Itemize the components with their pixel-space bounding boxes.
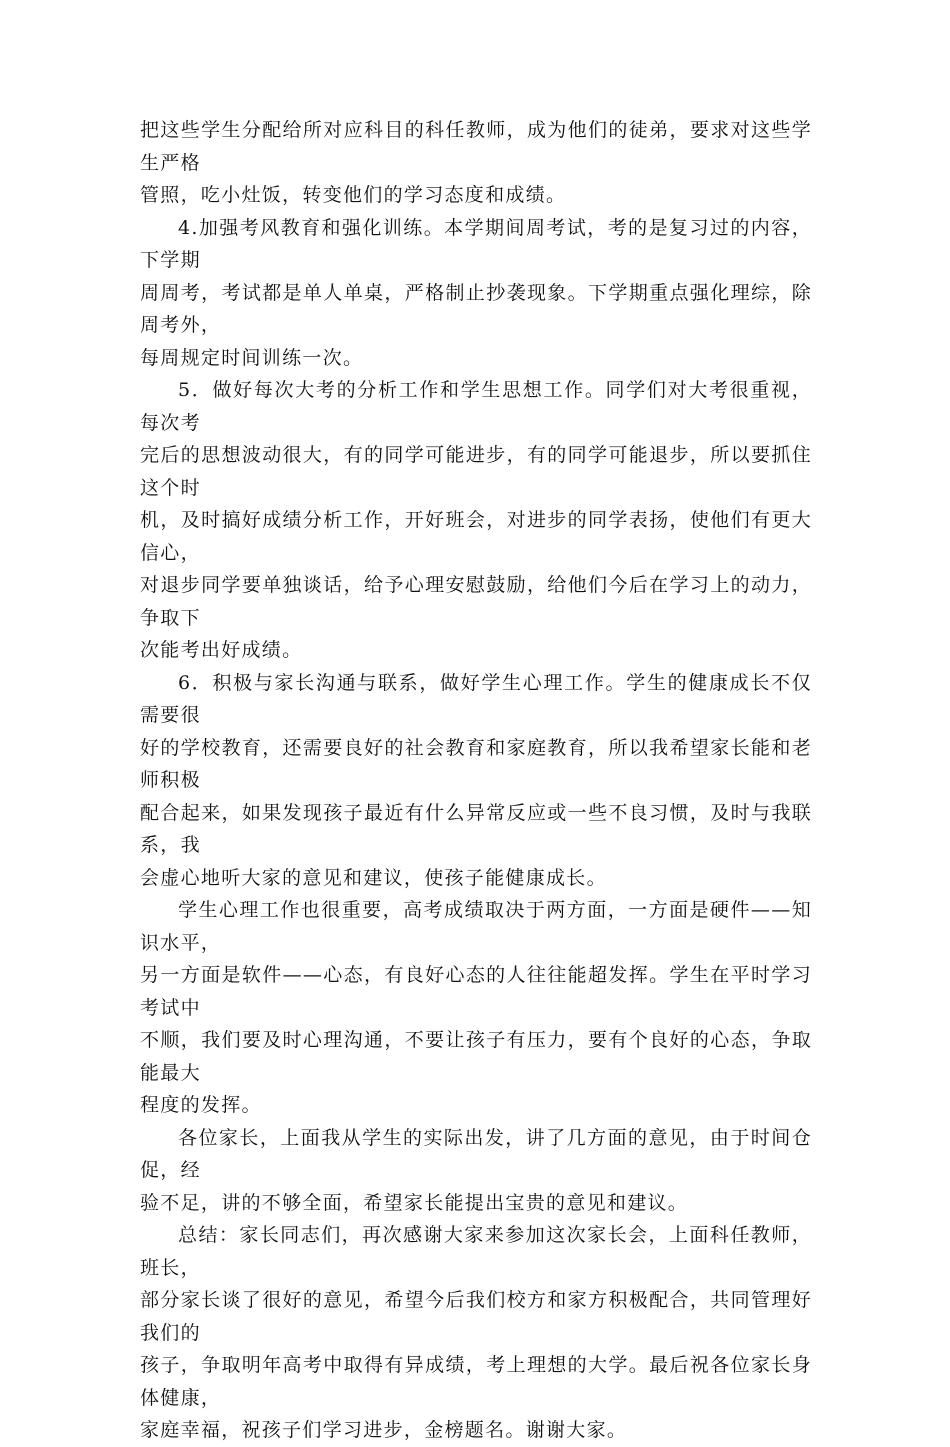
- paragraph-3-line-5: 次能考出好成绩。: [140, 639, 303, 661]
- paragraph-7-line-4: 家庭幸福，祝孩子们学习进步，金榜题名。谢谢大家。: [140, 1419, 628, 1441]
- paragraph-4-line-2: 好的学校教育，还需要良好的社会教育和家庭教育，所以我希望家长能和老师积极: [140, 736, 812, 791]
- paragraph-4-line-3: 配合起来，如果发现孩子最近有什么异常反应或一些不良习惯，及时与我联系，我: [140, 801, 812, 856]
- paragraph-7-line-2: 部分家长谈了很好的意见，希望今后我们校方和家方积极配合，共同管理好我们的: [140, 1289, 812, 1344]
- paragraph-1: [140, 114, 812, 212]
- paragraph-4-line-4: 会虚心地听大家的意见和建议，使孩子能健康成长。: [140, 866, 607, 889]
- paragraph-5-line-1: 学生心理工作也很重要，高考成绩取决于两方面，一方面是硬件——知识水平，: [140, 899, 812, 954]
- paragraph-4: [140, 667, 812, 895]
- paragraph-6-line-2: 验不足，讲的不够全面，希望家长能提出宝贵的意见和建议。: [140, 1191, 689, 1214]
- paragraph-2-line-2: 周周考，考试都是单人单桌，严格制止抄袭现象。下学期重点强化理综，除周考外，: [140, 281, 812, 336]
- paragraph-6: [140, 1122, 812, 1220]
- paragraph-6-line-1: 各位家长，上面我从学生的实际出发，讲了几方面的意见，由于时间仓促，经: [140, 1126, 812, 1181]
- paragraph-3-line-3: 机，及时搞好成绩分析工作，开好班会，对进步的同学表扬，使他们有更大信心，: [140, 509, 812, 564]
- paragraph-5-line-2: 另一方面是软件——心态，有良好心态的人往往能超发挥。学生在平时学习考试中: [140, 964, 812, 1019]
- paragraph-1-line-2: 管照，吃小灶饭，转变他们的学习态度和成绩。: [140, 184, 567, 206]
- paragraph-3-line-1: 5．做好每次大考的分析工作和学生思想工作。同学们对大考很重视，每次考: [140, 379, 812, 434]
- paragraph-2-line-1: 4.加强考风教育和强化训练。本学期间周考试，考的是复习过的内容，下学期: [140, 216, 812, 271]
- paragraph-2-line-3: 每周规定时间训练一次。: [140, 346, 364, 369]
- paragraph-1-line-1: 把这些学生分配给所对应科目的科任教师，成为他们的徒弟，要求对这些学生严格: [140, 119, 812, 174]
- paragraph-4-line-1: 6．积极与家长沟通与联系，做好学生心理工作。学生的健康成长不仅需要很: [140, 671, 812, 726]
- paragraph-2: [140, 212, 812, 375]
- paragraph-3: [140, 374, 812, 667]
- paragraph-5-line-3: 不顺，我们要及时心理沟通，不要让孩子有压力，要有个良好的心态，争取能最大: [140, 1029, 812, 1084]
- paragraph-5: [140, 894, 812, 1122]
- paragraph-5-line-4: 程度的发挥。: [140, 1094, 262, 1116]
- paragraph-7: [140, 1219, 812, 1447]
- document-body: [140, 114, 812, 1447]
- paragraph-3-line-4: 对退步同学要单独谈话，给予心理安慰鼓励，给他们今后在学习上的动力，争取下: [140, 574, 812, 629]
- paragraph-7-line-1: 总结：家长同志们，再次感谢大家来参加这次家长会，上面科任教师，班长，: [140, 1224, 812, 1279]
- paragraph-7-line-3: 孩子，争取明年高考中取得有异成绩，考上理想的大学。最后祝各位家长身体健康，: [140, 1354, 812, 1409]
- paragraph-3-line-2: 完后的思想波动很大，有的同学可能进步，有的同学可能退步，所以要抓住这个时: [140, 444, 812, 499]
